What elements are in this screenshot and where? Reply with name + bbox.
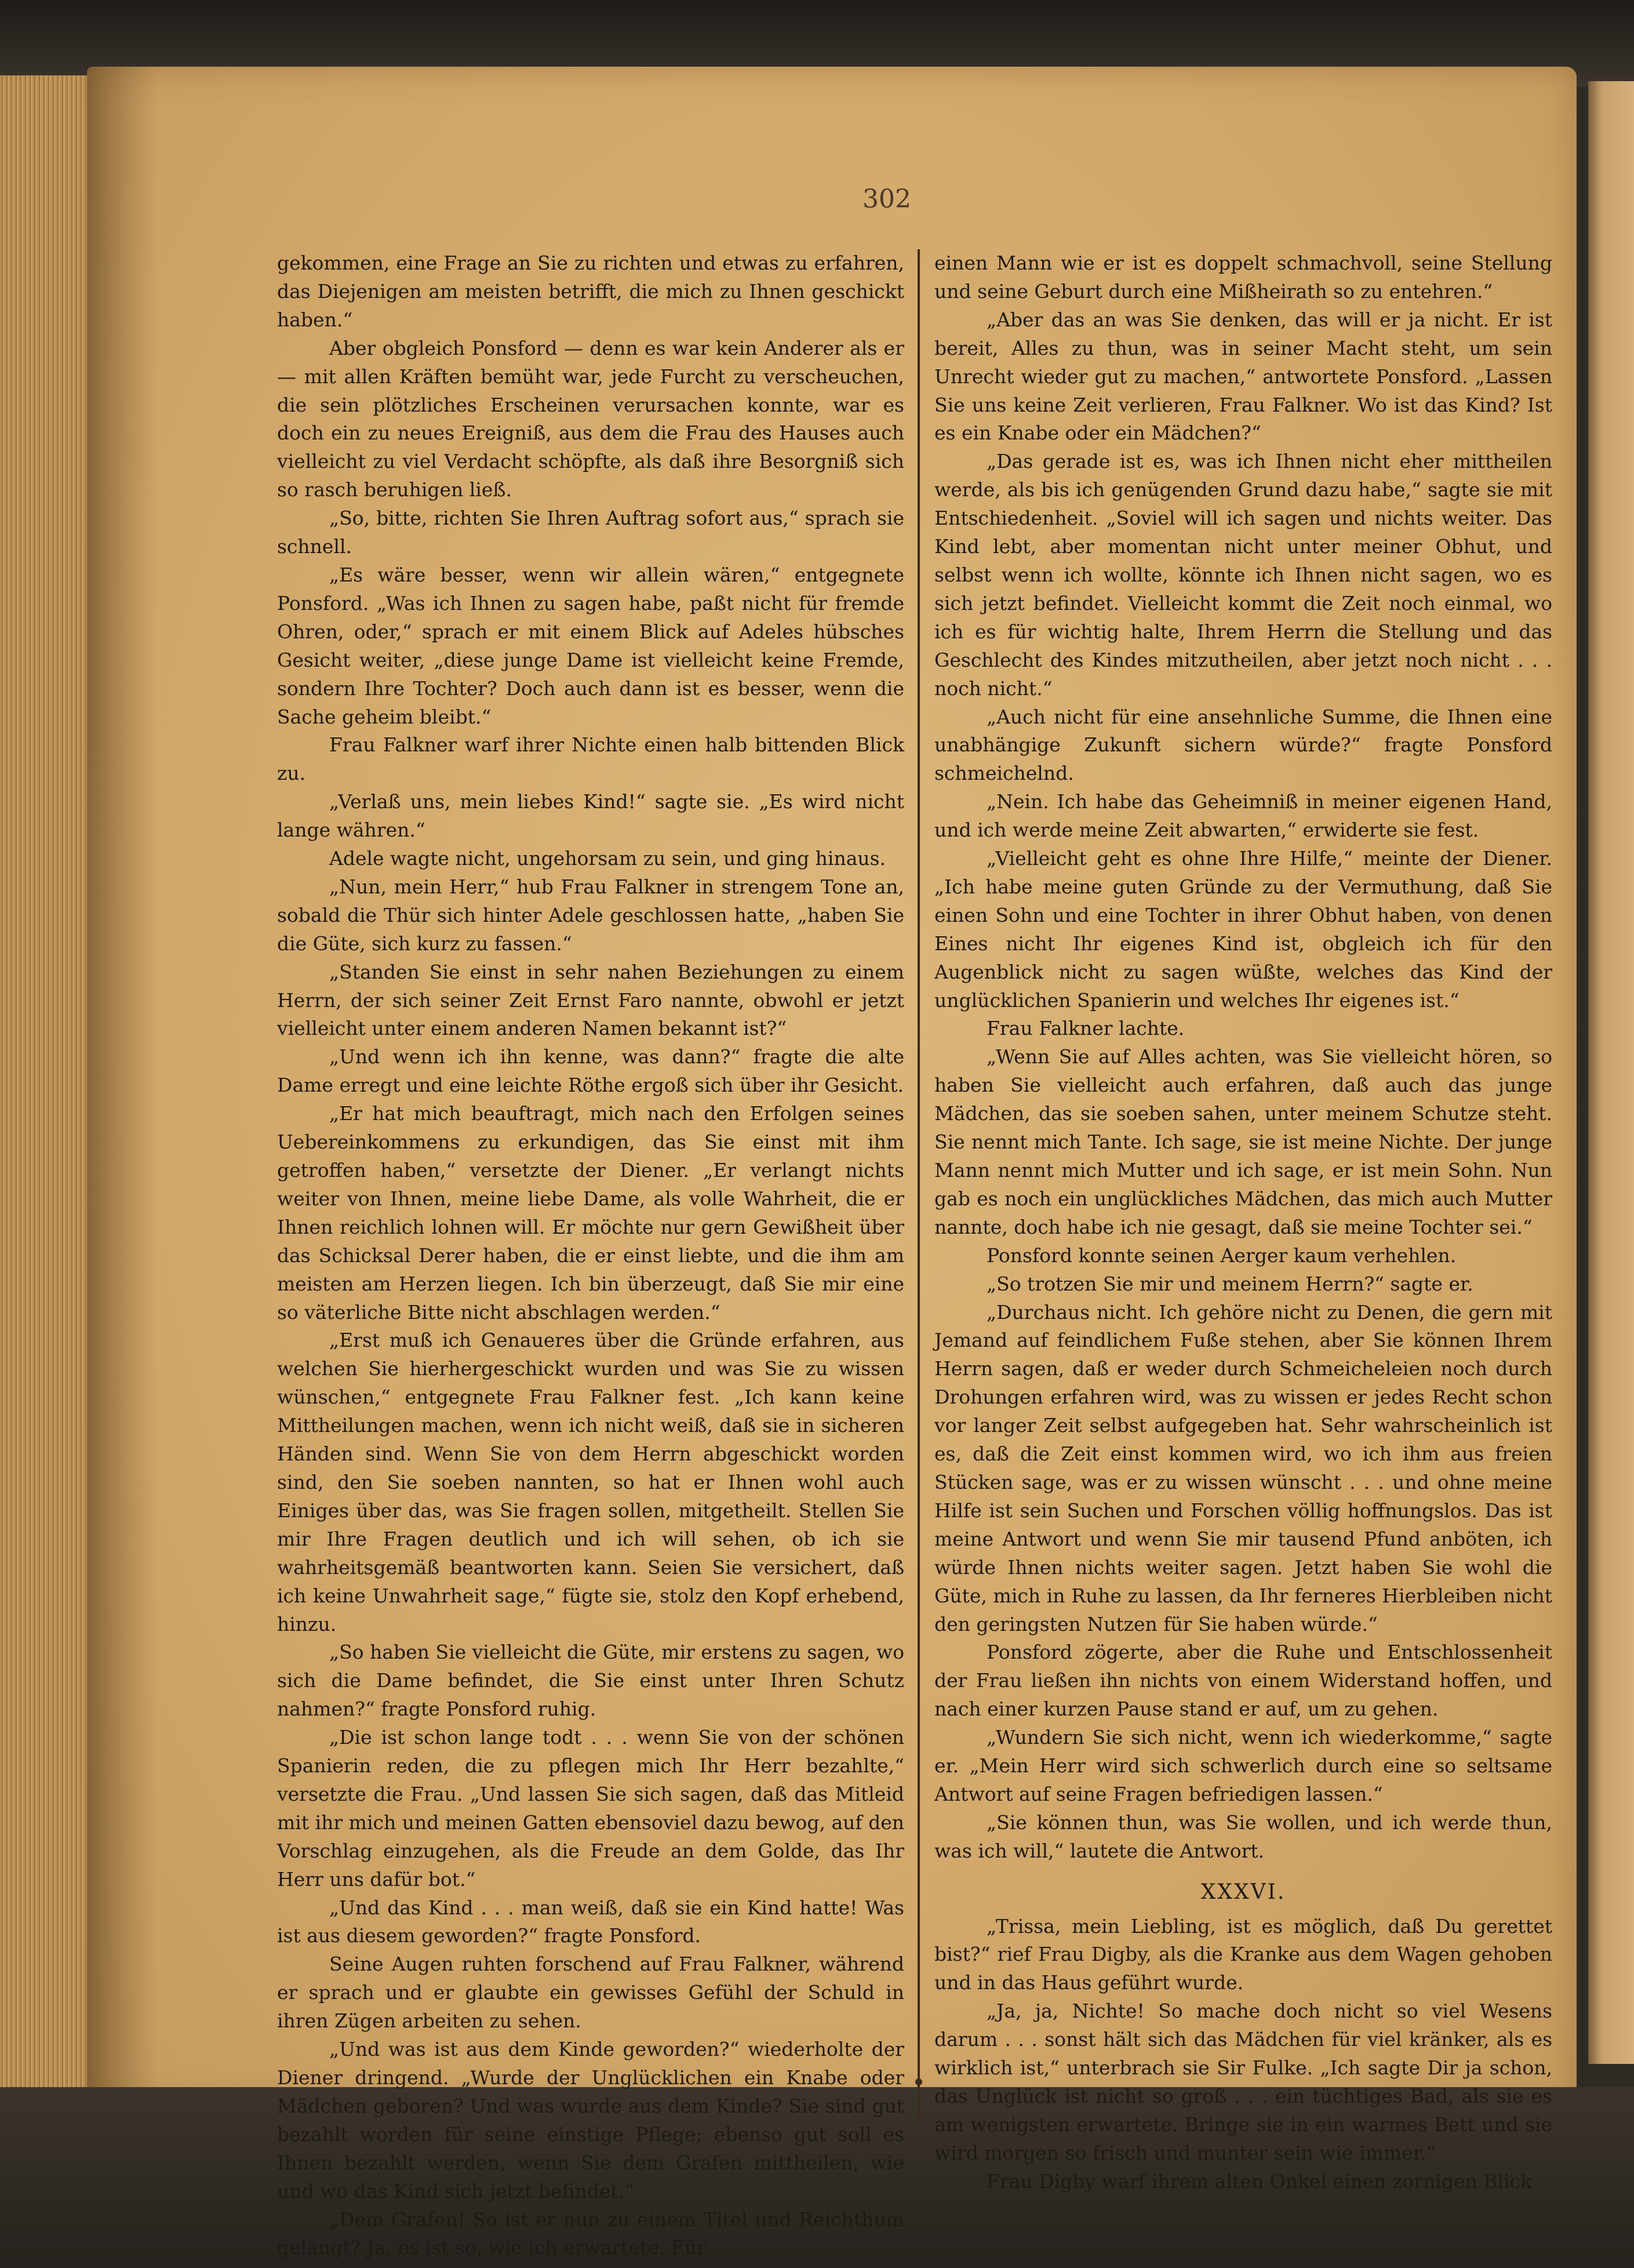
paragraph: „Nein. Ich habe das Geheimniß in meiner eigenen Hand, und ich werde meine Zeit abwarten,“ erwiderte sie fest. (934, 790, 1552, 842)
page-number: 302 (863, 184, 911, 214)
paragraph: „Verlaß uns, mein liebes Kind!“ sagte sie. „Es wird nicht lange währen.“ (277, 790, 904, 842)
paragraph: Frau Falkner warf ihrer Nichte einen halb bittenden Blick zu. (277, 733, 904, 785)
paragraph: „Wundern Sie sich nicht, wenn ich wiederkomme,“ sagte er. „Mein Herr wird sich schwerlich durch eine so seltsame Antwort auf seine Fragen befriedigen lassen.“ (934, 1726, 1552, 1805)
paragraph: Aber obgleich Ponsford — denn es war kein Anderer als er — mit allen Kräften bemüht war, jede Furcht zu verscheuchen, die sein plötzliches Erscheinen verursachen konnte, war es doch ein zu neues Ereigniß, aus dem die Frau des Hauses auch vielleicht zu viel Verdacht schöpfte, als daß ihre Besorgniß sich so rasch beruhigen ließ. (277, 336, 904, 501)
column-rule (918, 249, 920, 2122)
paragraph: „Die ist schon lange todt . . . wenn Sie von der schönen Spanierin reden, die zu pflegen mich Ihr Herr bezahlte,“ versetzte die Frau. „Und lassen Sie sich sagen, daß das Mitleid mit ihr mich und meinen Gatten ebensoviel dazu bewog, auf den Vorschlag einzugehen, als die Freude an dem Golde, das Ihr Herr uns dafür bot.“ (277, 1726, 904, 1891)
paragraph: Frau Falkner lachte. (987, 1017, 1185, 1040)
spine-shadow (87, 67, 157, 2107)
paragraph: „Und das Kind . . . man weiß, daß sie ein Kind hatte! Was ist aus diesem geworden?“ fragte Ponsford. (277, 1896, 904, 1947)
column-rule-end (915, 2078, 922, 2085)
paragraph: Ponsford konnte seinen Aerger kaum verhehlen. (987, 1244, 1457, 1267)
paragraph: „So trotzen Sie mir und meinem Herrn?“ sagte er. (987, 1272, 1473, 1295)
right-column-part-two (934, 1913, 1552, 2196)
paragraph: einen Mann wie er ist es doppelt schmachvoll, seine Stellung und seine Geburt durch eine Mißheirath so zu entehren.“ (934, 252, 1552, 303)
paragraph: „Trissa, mein Liebling, ist es möglich, daß Du gerettet bist?“ rief Frau Digby, als die Kranke aus dem Wagen gehoben und in das Haus geführt wurde. (934, 1914, 1552, 1994)
right-column-part-one (934, 249, 1552, 1866)
paragraph: „Aber das an was Sie denken, das will er ja nicht. Er ist bereit, Alles zu thun, was in seiner Macht steht, um sein Unrecht wieder gut zu machen,“ antwortete Ponsford. „Lassen Sie uns keine Zeit verlieren, Frau Falkner. Wo ist das Kind? Ist es ein Knabe oder ein Mädchen?“ (934, 308, 1552, 445)
paragraph: „So haben Sie vielleicht die Güte, mir erstens zu sagen, wo sich die Dame befindet, die Sie einst unter Ihren Schutz nahmen?“ fragte Ponsford ruhig. (277, 1641, 904, 1721)
paragraph: Adele wagte nicht, ungehorsam zu sein, und ging hinaus. (329, 847, 886, 870)
paragraph: „Erst muß ich Genaueres über die Gründe erfahren, aus welchen Sie hierhergeschickt wurden und was Sie zu wissen wünschen,“ entgegnete Frau Falkner fest. „Ich kann keine Mittheilungen machen, wenn ich nicht weiß, daß sie in sicheren Händen sind. Wenn Sie von dem Herrn abgeschickt worden sind, den Sie soeben nannten, so hat er Ihnen wohl auch Einiges über das, was Sie fragen sollen, mitgetheilt. Stellen Sie mir Ihre Fragen deutlich und ich will sehen, ob ich sie wahrheitsgemäß beantworten kann. Seien Sie versichert, daß ich keine Unwahrheit sage,“ fügte sie, stolz den Kopf erhebend, hinzu. (277, 1329, 904, 1635)
section-heading: XXXVI. (1200, 1880, 1286, 1904)
paragraph: „So, bitte, richten Sie Ihren Auftrag sofort aus,“ sprach sie schnell. (277, 507, 904, 558)
paragraph: „Und was ist aus dem Kinde geworden?“ wiederholte der Diener dringend. „Wurde der Unglücklichen ein Knabe oder Mädchen geboren? Und was wurde aus dem Kinde? Sie sind gut bezahlt worden für seine einstige Pflege; ebenso gut soll es Ihnen bezahlt werden, wenn Sie dem Grafen mittheilen, wie und wo das Kind sich jetzt befindet.“ (277, 2038, 904, 2202)
paragraph: „Wenn Sie auf Alles achten, was Sie vielleicht hören, so haben Sie vielleicht auch erfahren, daß auch das junge Mädchen, das sie soeben sahen, unter meinem Schutze steht. Sie nennt mich Tante. Ich sage, sie ist meine Nichte. Der junge Mann nennt mich Mutter und ich sage, er ist mein Sohn. Nun gab es noch ein unglückliches Mädchen, das mich auch Mutter nannte, doch habe ich nie gesagt, daß sie meine Tochter sei.“ (934, 1045, 1552, 1238)
next-page-edge (1588, 81, 1634, 2064)
paragraph: „Ja, ja, Nichte! So mache doch nicht so viel Wesens darum . . . sonst hält sich das Mädchen für viel kränker, als es wirklich ist,“ unterbrach sie Sir Fulke. „Ich sagte Dir ja schon, das Unglück ist nicht so groß . . . ein tüchtiges Bad, als sie es am wenigsten erwartete. Bringe sie in ein warmes Bett und sie wird morgen so frisch und munter sein wie immer.“ (934, 2000, 1552, 2164)
paragraph: „Das gerade ist es, was ich Ihnen nicht eher mittheilen werde, als bis ich genügenden Grund dazu habe,“ sagte sie mit Entschiedenheit. „Soviel will ich sagen und nichts weiter. Das Kind lebt, aber momentan nicht unter meiner Obhut, und selbst wenn ich wollte, könnte ich Ihnen nicht sagen, wo es sich jetzt befindet. Vielleicht kommt die Zeit noch einmal, wo ich es für wichtig halte, Ihrem Herrn die Stellung und das Geschlecht des Kindes mitzutheilen, aber jetzt noch nicht . . . noch nicht.“ (934, 450, 1552, 700)
paragraph: gekommen, eine Frage an Sie zu richten und etwas zu erfahren, das Diejenigen am meisten betrifft, die mich zu Ihnen geschickt haben.“ (277, 252, 904, 331)
paragraph: „Und wenn ich ihn kenne, was dann?“ fragte die alte Dame erregt und eine leichte Röthe ergoß sich über ihr Gesicht. (277, 1045, 904, 1097)
left-column (277, 249, 904, 2262)
paragraph: Frau Digby warf ihrem alten Onkel einen zornigen Blick (987, 2169, 1533, 2193)
paragraph: „Sie können thun, was Sie wollen, und ich werde thun, was ich will,“ lautete die Antwort. (934, 1811, 1552, 1862)
paragraph: „Es wäre besser, wenn wir allein wären,“ entgegnete Ponsford. „Was ich Ihnen zu sagen habe, paßt nicht für fremde Ohren, oder,“ sprach er mit einem Blick auf Adeles hübsches Gesicht weiter, „diese junge Dame ist vielleicht keine Fremde, sondern Ihre Tochter? Doch auch dann ist es besser, wenn die Sache geheim bleibt.“ (277, 563, 904, 728)
paragraph: „Standen Sie einst in sehr nahen Beziehungen zu einem Herrn, der sich seiner Zeit Ernst Faro nannte, obwohl er jetzt vielleicht unter einem anderen Namen bekannt ist?“ (277, 960, 904, 1040)
paragraph: „Nun, mein Herr,“ hub Frau Falkner in strengem Tone an, sobald die Thür sich hinter Adele geschlossen hatte, „haben Sie die Güte, sich kurz zu fassen.“ (277, 875, 904, 955)
paragraph: „Dem Grafen! So ist er nun zu einem Titel und Reichthum gelangt? Ja, es ist so, wie ich erwartete. Für (277, 2208, 904, 2259)
paragraph: Seine Augen ruhten forschend auf Frau Falkner, während er sprach und er glaubte ein gewisses Gefühl der Schuld in ihren Zügen arbeiten zu sehen. (277, 1953, 904, 2033)
paragraph: „Er hat mich beauftragt, mich nach den Erfolgen seines Uebereinkommens zu erkundigen, das Sie einst mit ihm getroffen haben,“ versetzte der Diener. „Er verlangt nichts weiter von Ihnen, meine liebe Dame, als volle Wahrheit, die er Ihnen reichlich lohnen will. Er möchte nur gern Gewißheit über das Schicksal Derer haben, die er einst liebte, und die ihm am meisten am Herzen liegen. Ich bin überzeugt, daß Sie mir eine so väterliche Bitte nicht abschlagen werden.“ (277, 1102, 904, 1324)
paragraph: „Durchaus nicht. Ich gehöre nicht zu Denen, die gern mit Jemand auf feindlichem Fuße stehen, aber Sie können Ihrem Herrn sagen, daß er weder durch Schmeicheleien noch durch Drohungen erfahren wird, was zu wissen er jedes Recht schon vor langer Zeit selbst aufgegeben hat. Sehr wahrscheinlich ist es, daß die Zeit einst kommen wird, wo ich ihm aus freien Stücken sage, was er zu wissen wünscht . . . und ohne meine Hilfe ist sein Suchen und Forschen völlig hoffnungslos. Das ist meine Antwort und wenn Sie mir tausend Pfund anböten, ich würde Ihnen nichts weiter sagen. Jetzt haben Sie wohl die Güte, mich in Ruhe zu lassen, da Ihr ferneres Hierbleiben nicht den geringsten Nutzen für Sie haben würde.“ (934, 1300, 1552, 1635)
right-column (934, 249, 1552, 2196)
paragraph: Ponsford zögerte, aber die Ruhe und Entschlossenheit der Frau ließen ihn nichts von einem Widerstand hoffen, und nach einer kurzen Pause stand er auf, um zu gehen. (934, 1641, 1552, 1721)
paragraph: „Vielleicht geht es ohne Ihre Hilfe,“ meinte der Diener. „Ich habe meine guten Gründe zu der Vermuthung, daß Sie einen Sohn und eine Tochter in ihrer Obhut haben, von denen Eines nicht Ihr eigenes Kind ist, obgleich ich für den Augenblick nicht zu sagen wüßte, welches das Kind der unglücklichen Spanierin und welches Ihr eigenes ist.“ (934, 847, 1552, 1012)
paragraph: „Auch nicht für eine ansehnliche Summe, die Ihnen eine unabhängige Zukunft sichern würde?“ fragte Ponsford schmeichelnd. (934, 705, 1552, 785)
